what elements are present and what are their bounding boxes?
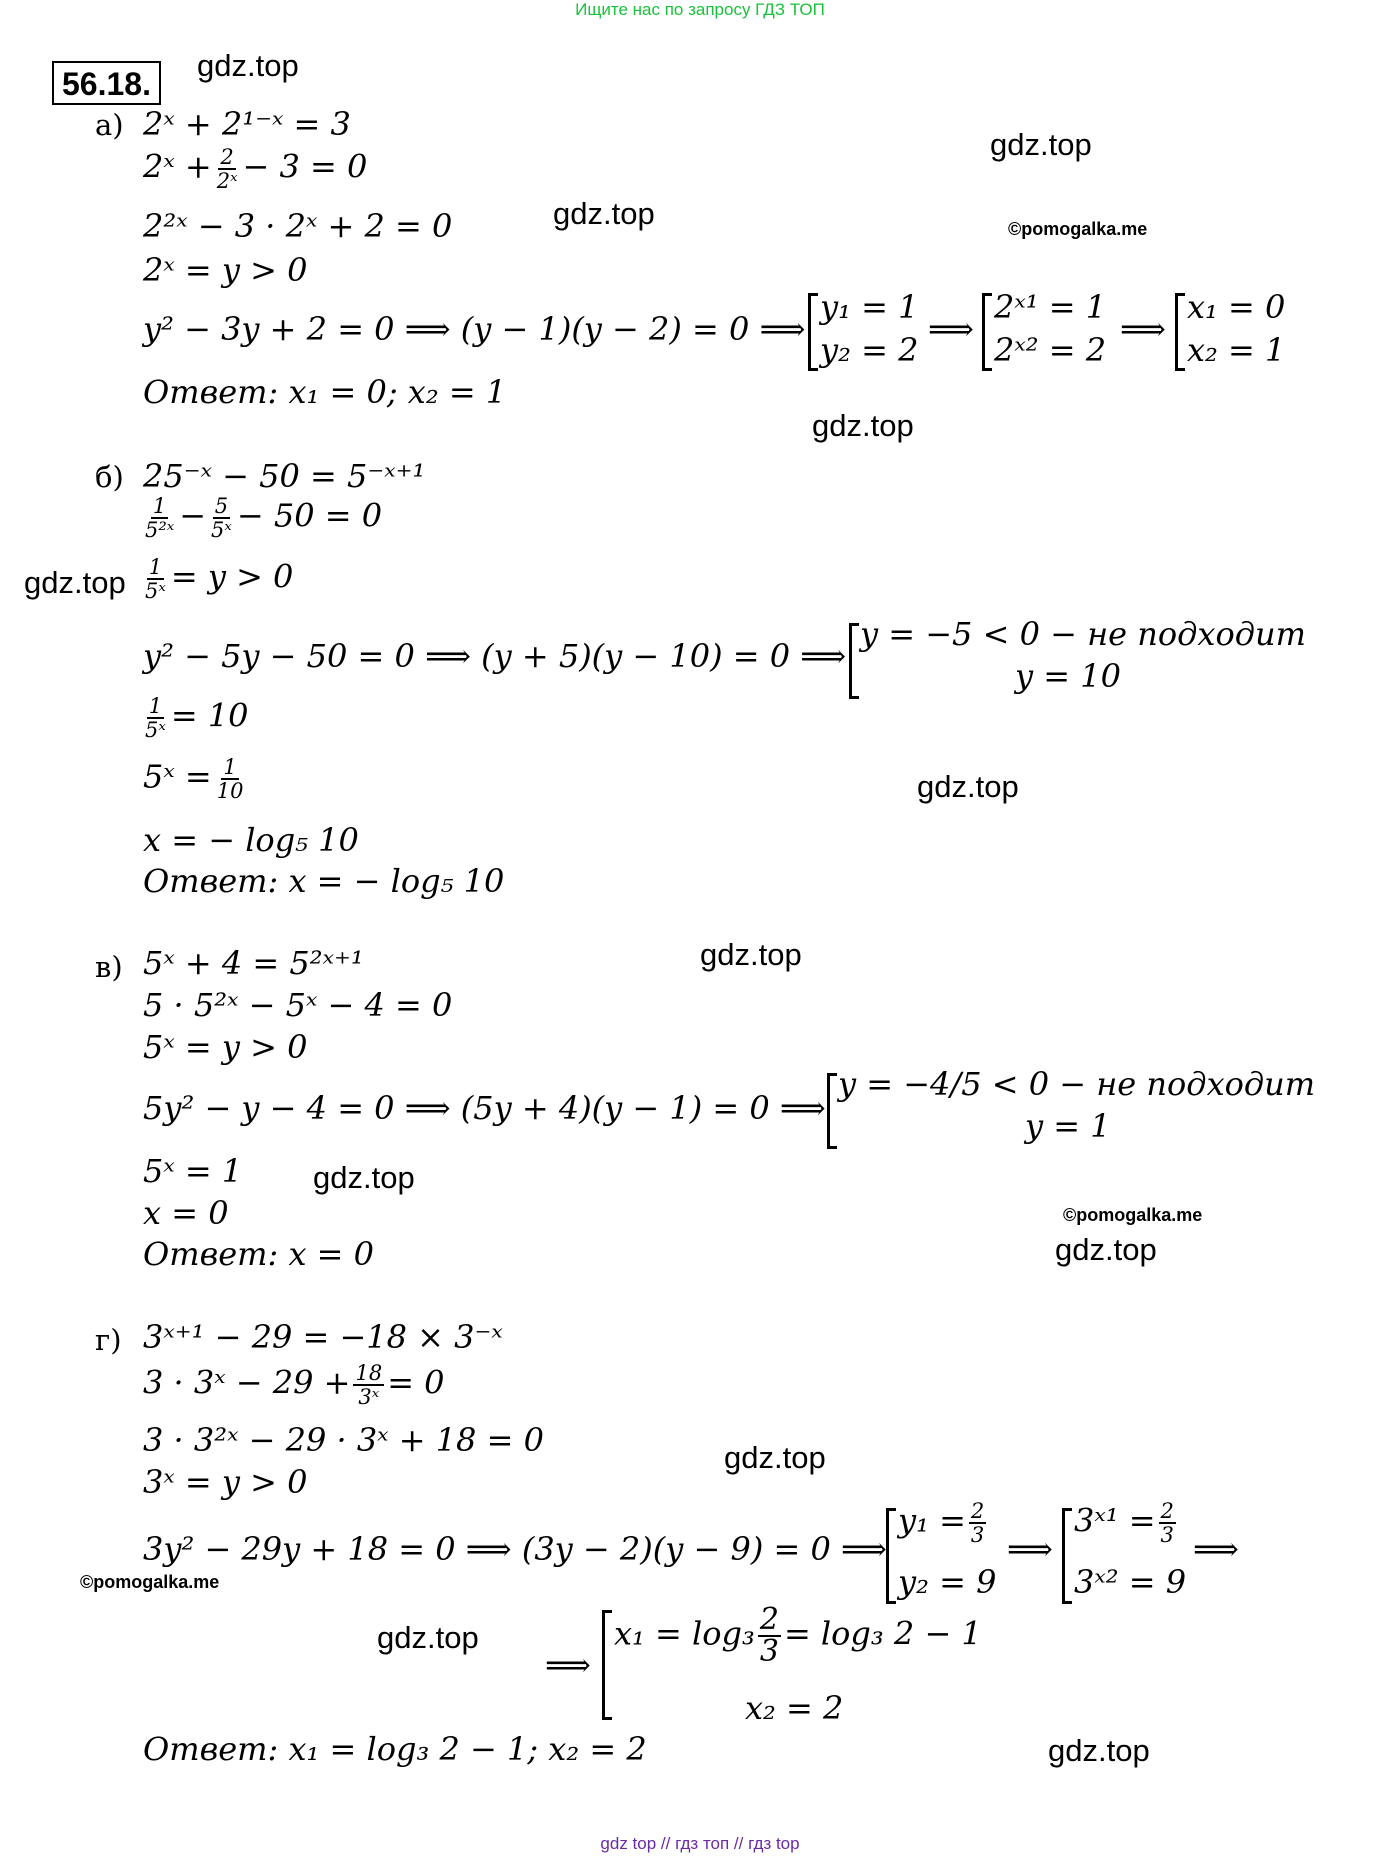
part-a-eq1: 2ˣ¹ = 1 [994, 288, 1107, 326]
part-g-answer: Ответ: x₁ = log₃ 2 − 1; x₂ = 2 [143, 1730, 647, 1768]
part-b-line7: x = − log₅ 10 [143, 821, 359, 859]
part-v-case1: y = −4/5 < 0 − не подходит [838, 1065, 1316, 1103]
system-bracket [1175, 293, 1185, 371]
watermark: gdz.top [990, 127, 1092, 162]
fraction: $\frac{1}{10}$ [216, 755, 244, 803]
fraction: $\frac{1}{\text{5ˣ}}$ [145, 555, 166, 603]
part-a-y1: y₁ = 1 [820, 288, 919, 326]
part-v-label: в) [95, 950, 123, 984]
part-g-label: г) [95, 1323, 122, 1357]
top-banner[interactable]: Ищите нас по запросу ГДЗ ТОП [575, 0, 825, 19]
part-v-line4: 5y² − y − 4 = 0 ⟹ (5y + 4)(y − 1) = 0 ⟹ [143, 1089, 826, 1127]
implies-arrow: ⟹ [545, 1646, 591, 1684]
part-v-answer: Ответ: x = 0 [143, 1235, 374, 1273]
system-bracket [982, 293, 992, 371]
part-b-case2: y = 10 [1015, 657, 1121, 695]
watermark: gdz.top [197, 48, 299, 83]
part-v-line3: 5ˣ = y > 0 [143, 1028, 308, 1066]
problem-number: 56.18. [52, 61, 161, 105]
part-a-line2: 2ˣ + $\frac{2}{\text{2ˣ}}$ − 3 = 0 [143, 145, 368, 193]
watermark: gdz.top [24, 565, 126, 600]
part-v-case2: y = 1 [1025, 1107, 1111, 1145]
part-g-line4: 3ˣ = y > 0 [143, 1463, 308, 1501]
fraction: $\frac{2}{3}$ [1160, 1499, 1174, 1547]
part-b-answer: Ответ: x = − log₅ 10 [143, 862, 505, 900]
part-b-line4: y² − 5y − 50 = 0 ⟹ (y + 5)(y − 10) = 0 ⟹ [143, 637, 847, 675]
system-bracket [886, 1508, 896, 1604]
fraction: $\frac{2}{3}$ [970, 1499, 985, 1547]
part-v-line2: 5 · 5²ˣ − 5ˣ − 4 = 0 [143, 986, 453, 1024]
copyright-mark[interactable]: ©pomogalka.me [1008, 219, 1148, 239]
copyright-mark[interactable]: ©pomogalka.me [80, 1572, 220, 1592]
fraction: $\frac{2}{3}$ [759, 1602, 779, 1669]
implies-arrow: ⟹ [1007, 1530, 1053, 1568]
system-bracket [602, 1610, 612, 1720]
part-a-line3: 2²ˣ − 3 · 2ˣ + 2 = 0 [143, 207, 453, 245]
part-g-line2: 3 · 3ˣ − 29 + $\frac{18}{\text{3ˣ}}$ = 0 [143, 1361, 445, 1409]
fraction: $\frac{5}{\text{5ˣ}}$ [211, 494, 232, 542]
part-a-line4: 2ˣ = y > 0 [143, 251, 308, 289]
watermark: gdz.top [724, 1440, 826, 1475]
system-bracket [827, 1073, 837, 1149]
watermark: gdz.top [1055, 1232, 1157, 1267]
part-b-line5: $\frac{1}{\text{5ˣ}}$ = 10 [145, 694, 249, 742]
part-g-line5: 3y² − 29y + 18 = 0 ⟹ (3y − 2)(y − 9) = 0 ⟹ [143, 1530, 887, 1568]
part-a-eq2: 2ˣ² = 2 [994, 331, 1107, 369]
part-g-line1: 3ˣ⁺¹ − 29 = −18 × 3⁻ˣ [143, 1318, 503, 1356]
part-v-line5: 5ˣ = 1 [143, 1152, 243, 1190]
watermark: gdz.top [812, 408, 914, 443]
part-g-x1: x₁ = log₃ $\frac{2}{3}$ = log₃ 2 − 1 [614, 1602, 982, 1669]
part-g-eq2: 3ˣ² = 9 [1074, 1563, 1187, 1601]
implies-arrow: ⟹ [928, 310, 974, 348]
part-a-answer: Ответ: x₁ = 0; x₂ = 1 [143, 373, 507, 411]
part-b-line3: $\frac{1}{\text{5ˣ}}$ = y > 0 [145, 555, 294, 603]
part-v-line1: 5ˣ + 4 = 5²ˣ⁺¹ [143, 944, 364, 982]
part-a-line5: y² − 3y + 2 = 0 ⟹ (y − 1)(y − 2) = 0 ⟹ [143, 310, 806, 348]
part-a-y2: y₂ = 2 [820, 331, 919, 369]
part-g-y1: y₁ = $\frac{2}{3}$ [898, 1499, 985, 1547]
copyright-mark[interactable]: ©pomogalka.me [1063, 1205, 1203, 1225]
part-b-line6: 5ˣ = $\frac{1}{10}$ [143, 755, 244, 803]
fraction: $\frac{1}{\text{5ˣ}}$ [145, 694, 166, 742]
watermark: gdz.top [377, 1620, 479, 1655]
watermark: gdz.top [917, 769, 1019, 804]
part-b-label: б) [95, 460, 124, 494]
system-bracket [808, 293, 818, 371]
part-g-line3: 3 · 3²ˣ − 29 · 3ˣ + 18 = 0 [143, 1421, 544, 1459]
part-g-x2: x₂ = 2 [745, 1689, 844, 1727]
part-b-line2: $\frac{1}{\text{5²ˣ}}$ − $\frac{5}{\text{5ˣ}}$ − 50 = 0 [145, 494, 383, 542]
system-bracket [849, 623, 859, 699]
fraction: $\frac{2}{\text{2ˣ}}$ [216, 145, 238, 193]
part-b-case1: y = −5 < 0 − не подходит [860, 615, 1306, 653]
part-b-line1: 25⁻ˣ − 50 = 5⁻ˣ⁺¹ [143, 457, 426, 495]
part-a-label: а) [95, 108, 124, 142]
fraction: $\frac{1}{\text{5²ˣ}}$ [145, 494, 175, 542]
implies-arrow: ⟹ [1193, 1530, 1239, 1568]
system-bracket [1062, 1508, 1072, 1604]
watermark: gdz.top [1048, 1733, 1150, 1768]
watermark: gdz.top [700, 937, 802, 972]
implies-arrow: ⟹ [1120, 310, 1166, 348]
part-g-y2: y₂ = 9 [898, 1563, 997, 1601]
fraction: $\frac{18}{\text{3ˣ}}$ [355, 1361, 383, 1409]
part-g-eq1: 3ˣ¹ = $\frac{2}{3}$ [1074, 1499, 1174, 1547]
part-v-line6: x = 0 [143, 1194, 229, 1232]
part-a-line1: 2ˣ + 2¹⁻ˣ = 3 [143, 105, 351, 143]
part-a-x1: x₁ = 0 [1187, 288, 1286, 326]
watermark: gdz.top [313, 1160, 415, 1195]
part-a-x2: x₂ = 1 [1187, 331, 1286, 369]
footer-links[interactable]: gdz top // гдз топ // гдз top [600, 1834, 800, 1853]
watermark: gdz.top [553, 196, 655, 231]
